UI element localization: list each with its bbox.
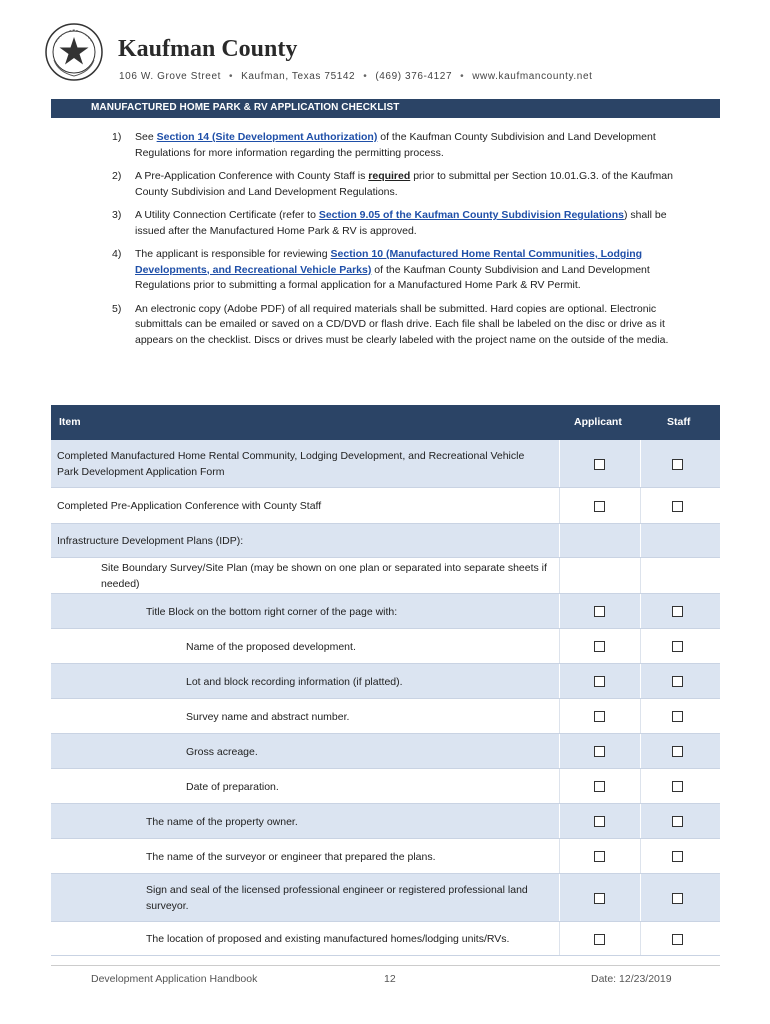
table-row	[51, 804, 720, 839]
column-header-staff: Staff	[667, 416, 691, 428]
applicant-checkbox[interactable]	[594, 851, 605, 862]
applicant-checkbox[interactable]	[594, 934, 605, 945]
website-link[interactable]: www.kaufmancounty.net	[472, 71, 593, 82]
street-address: 106 W. Grove Street	[119, 71, 221, 82]
footer-handbook-title: Development Application Handbook	[91, 973, 258, 985]
applicant-checkbox[interactable]	[594, 816, 605, 827]
applicant-checkbox[interactable]	[594, 641, 605, 652]
instruction-text: A Pre-Application Conference with County Staff is	[135, 170, 369, 182]
staff-checkbox[interactable]	[672, 606, 683, 617]
checklist-item-text: Infrastructure Development Plans (IDP):	[57, 535, 244, 547]
instruction-number: 3)	[112, 209, 122, 221]
checklist-item-text: Site Boundary Survey/Site Plan (may be shown on one plan or separated into separate sheets if needed)	[101, 562, 547, 590]
checklist-item-text: Title Block on the bottom right corner of the page with:	[146, 606, 398, 618]
applicant-checkbox[interactable]	[594, 501, 605, 512]
instructions-list	[112, 130, 687, 356]
table-row	[51, 558, 720, 594]
checklist-item-text: Completed Manufactured Home Rental Community, Lodging Development, and Recreational Vehicle Park Development Application Form	[57, 450, 525, 478]
city-state-zip: Kaufman, Texas 75142	[241, 71, 356, 82]
instruction-number: 2)	[112, 170, 122, 182]
staff-checkbox[interactable]	[672, 641, 683, 652]
section-title-bar: MANUFACTURED HOME PARK & RV APPLICATION CHECKLIST	[51, 99, 720, 118]
instruction-item	[112, 302, 687, 349]
checklist-item-text: Completed Pre-Application Conference with County Staff	[57, 500, 322, 512]
staff-checkbox[interactable]	[672, 459, 683, 470]
county-seal-icon	[44, 22, 104, 82]
instruction-text: of the Kaufman County Subdivision and Land Development Regulations for more information regarding the permitting process.	[135, 131, 656, 159]
table-row	[51, 524, 720, 558]
county-name: Kaufman County	[118, 36, 298, 62]
page-footer	[51, 965, 720, 985]
table-row	[51, 734, 720, 769]
instruction-number: 4)	[112, 248, 122, 260]
instruction-item	[112, 247, 687, 294]
checklist-item-text: The name of the surveyor or engineer that prepared the plans.	[146, 851, 436, 863]
page-number: 12	[384, 973, 396, 985]
phone-number: (469) 376-4127	[375, 71, 453, 82]
staff-checkbox[interactable]	[672, 934, 683, 945]
table-row	[51, 769, 720, 804]
checklist-item-text: Sign and seal of the licensed professional engineer or registered professional land surveyor.	[146, 884, 528, 912]
instruction-text: ) shall be issued after the Manufactured Home Park & RV is approved.	[135, 209, 667, 237]
applicant-checkbox[interactable]	[594, 711, 605, 722]
checklist-item-text: The location of proposed and existing manufactured homes/lodging units/RVs.	[146, 933, 510, 945]
checklist-item-text: Date of preparation.	[186, 781, 279, 793]
instruction-text: prior to submittal per Section 10.01.G.3. of the Kaufman County Subdivision and Land Development Regulations.	[135, 170, 673, 198]
staff-checkbox[interactable]	[672, 676, 683, 687]
instruction-item	[112, 130, 687, 161]
instruction-text: A Utility Connection Certificate (refer to	[135, 209, 319, 221]
checklist-table	[51, 405, 720, 956]
column-header-item: Item	[59, 416, 81, 428]
instruction-text: The applicant is responsible for reviewing	[135, 248, 331, 260]
applicant-checkbox[interactable]	[594, 893, 605, 904]
column-header-applicant: Applicant	[574, 416, 622, 428]
applicant-checkbox[interactable]	[594, 606, 605, 617]
applicant-checkbox[interactable]	[594, 459, 605, 470]
staff-checkbox[interactable]	[672, 746, 683, 757]
staff-checkbox[interactable]	[672, 711, 683, 722]
checklist-item-text: Survey name and abstract number.	[186, 711, 350, 723]
checklist-item-text: Gross acreage.	[186, 746, 258, 758]
checklist-item-text: Lot and block recording information (if platted).	[186, 676, 403, 688]
required-emphasis: required	[368, 170, 411, 182]
instruction-item	[112, 169, 687, 200]
staff-checkbox[interactable]	[672, 851, 683, 862]
address-line: 106 W. Grove Street • Kaufman, Texas 75142 • (469) 376-4127 • www.kaufmancounty.net	[119, 71, 593, 82]
regulation-link[interactable]: Section 10 (Manufactured Home Rental Communities, Lodging Developments, and Recreational Vehicle Parks)	[135, 248, 643, 276]
instruction-text: An electronic copy (Adobe PDF) of all required materials shall be submitted. Hard copies are optional. Electronic submittals can be emailed or saved on a CD/DVD or flash drive. Each file shall be labeled on the disc or drive as it appears on the checklist. Discs or drives must be clearly labeled with the project name on the outside of the media.	[135, 302, 669, 346]
staff-checkbox[interactable]	[672, 893, 683, 904]
instruction-number: 5)	[112, 302, 122, 315]
regulation-link[interactable]: Section 9.05 of the Kaufman County Subdivision Regulations	[318, 209, 624, 221]
table-row	[51, 874, 720, 922]
staff-checkbox[interactable]	[672, 816, 683, 827]
table-row	[51, 440, 720, 488]
table-row	[51, 629, 720, 664]
instruction-item	[112, 208, 687, 239]
instruction-text: of the Kaufman County Subdivision and Land Development Regulations prior to submitting a formal application for a Manufactured Home Park & RV Permit.	[135, 263, 650, 291]
applicant-checkbox[interactable]	[594, 676, 605, 687]
table-row	[51, 664, 720, 699]
footer-date: Date: 12/23/2019	[591, 973, 672, 985]
table-row	[51, 922, 720, 956]
regulation-link[interactable]: Section 14 (Site Development Authorization)	[156, 131, 378, 143]
applicant-checkbox[interactable]	[594, 781, 605, 792]
applicant-checkbox[interactable]	[594, 746, 605, 757]
staff-checkbox[interactable]	[672, 781, 683, 792]
instruction-number: 1)	[112, 131, 122, 143]
checklist-item-text: The name of the property owner.	[146, 816, 298, 828]
table-row	[51, 839, 720, 874]
page-header	[44, 22, 734, 92]
checklist-item-text: Name of the proposed development.	[186, 641, 356, 653]
staff-checkbox[interactable]	[672, 501, 683, 512]
table-row	[51, 594, 720, 629]
instruction-text: See	[135, 131, 157, 143]
table-row	[51, 488, 720, 524]
table-header	[51, 405, 720, 440]
table-row	[51, 699, 720, 734]
